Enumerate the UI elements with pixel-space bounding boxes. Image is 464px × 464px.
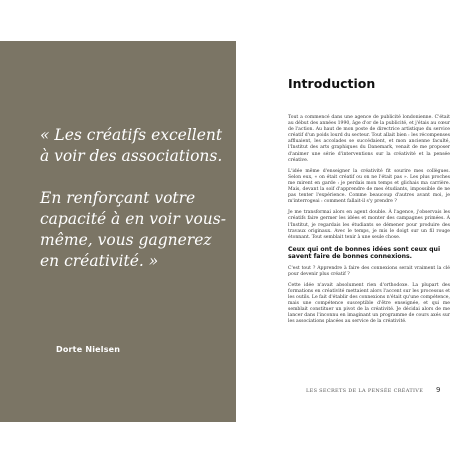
quote-part-1: « Les créatifs excellent à voir des associations. bbox=[40, 126, 223, 165]
subheading: Ceux qui ont de bonnes idées sont ceux qui savent faire de bonnes connexions. bbox=[288, 245, 441, 261]
running-footer: LES SECRETS DE LA PENSÉE CRÉATIVE bbox=[306, 388, 424, 394]
pull-quote bbox=[40, 125, 226, 272]
paragraph: Tout a commencé dans une agence de publicité londonienne. C'était au début des années 1990, âge d'or de la publicité, et j'étais au cœur de l'action. Au haut de mon poste de directrice artistique du service créatif d'un poids lourd du secteur. Tout allait bien : les récompenses affluaient, les accolades se succédaient, et mon ancienne faculté, l'Institut des arts graphiques du Danemark, venait de me proposer d'animer une série d'interventions sur la créativité et la pensée créative. bbox=[288, 115, 450, 163]
paragraph: L'idée même d'enseigner la créativité fit sourire mes collègues. Selon eux, « on était créatif ou on ne l'était pas ». Les plus proches me mirent en garde : je perdais mon temps et glichais ma carrière. Mais, devant la soif d'apprendre de mes étudiants, impossible de ne pas tenter l'expérience. Comme beaucoup d'autres avant moi, je m'interrogeai : comment fallait-il s'y prendre ? bbox=[288, 168, 450, 205]
book-spread bbox=[0, 41, 464, 422]
quote-part-2: En renforçant votre capacité à en voir vous-même, vous gagnerez en créativité. » bbox=[40, 189, 226, 270]
paragraph: Je me transformai alors en agent double. À l'agence, j'observais les créatifs faire germer les idées et monter des campagnes primées. À l'Institut, je regardais les étudiants se démener pour produire des travaux originaux. Avec le temps, je mis le doigt sur un fil rouge étonnant. Tout semblait tenir à une seule chose. bbox=[288, 210, 450, 240]
paragraph: C'est tout ? Apprendre à faire des connexions serait vraiment la clé pour devenir plus créatif ? bbox=[288, 265, 450, 277]
right-page bbox=[236, 41, 464, 422]
left-page bbox=[0, 41, 236, 422]
page-title: Introduction bbox=[288, 76, 376, 91]
quote-author: Dorte Nielsen bbox=[56, 345, 121, 354]
body-text bbox=[288, 115, 450, 330]
page-number: 9 bbox=[436, 386, 441, 394]
paragraph: Cette idée n'avait absolument rien d'orthodoxe. La plupart des formations en créativité mettaient alors l'accent sur les processus et les outils. Le fait d'établir des connexions n'était qu'une compétence, mais une compétence susceptible d'être enseignée, et qui me semblait constituer un pivot de la créativité. Je décidai alors de me lancer dans l'inconnu en imaginant un programme de cours axés sur les associations placées au service de la créativité. bbox=[288, 282, 450, 325]
